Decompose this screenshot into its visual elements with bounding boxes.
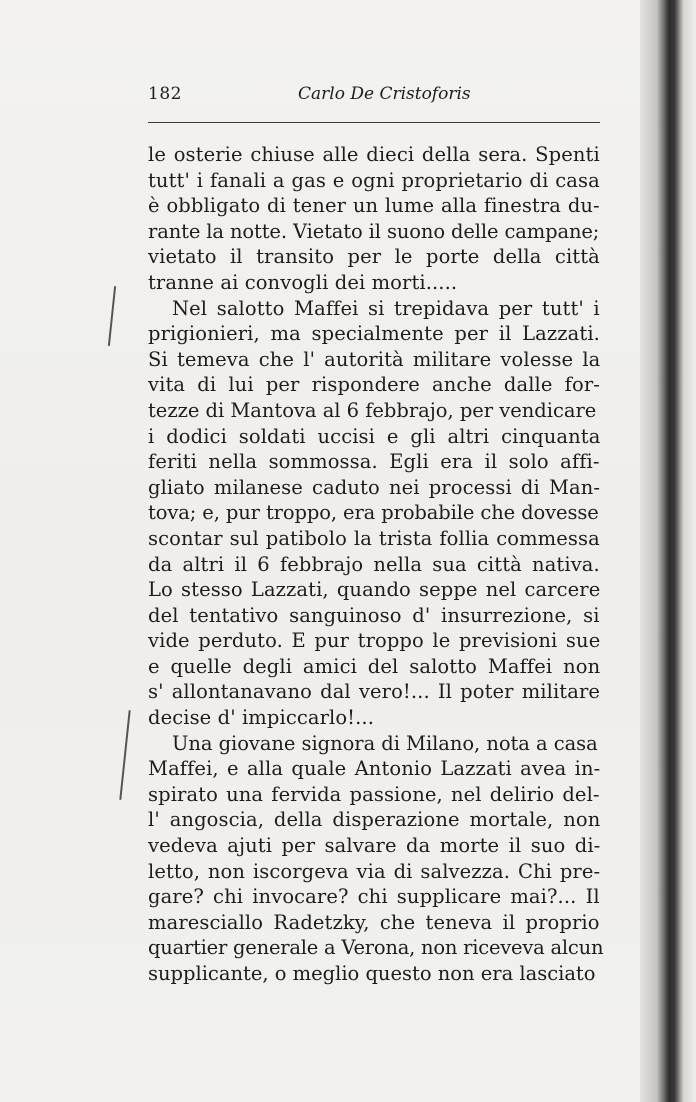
text-line: del tentativo sanguinoso d' insurrezione, si <box>148 603 600 627</box>
text-line: prigionieri, ma specialmente per il Lazzati. <box>148 322 600 346</box>
text-line: tezze di Mantova al 6 febbrajo, per vendicare <box>148 398 597 422</box>
text-line: tranne ai convogli dei morti..... <box>148 270 458 294</box>
text-line: da altri il 6 febbrajo nella sua città nativa. <box>148 552 600 576</box>
header-rule <box>148 122 600 123</box>
paragraph-start-line: Una giovane signora di Milano, nota a casa <box>172 731 598 755</box>
text-line: Si temeva che l' autorità militare volesse la <box>148 347 601 371</box>
text-line: tutt' i fanali a gas e ogni proprietario di casa <box>148 168 600 192</box>
text-line: le osterie chiuse alle dieci della sera. Spenti <box>148 143 600 166</box>
text-line: rante la notte. Vietato il suono delle campane; <box>148 219 600 243</box>
book-gutter <box>640 0 696 1102</box>
text-line: scontar sul patibolo la trista follia commessa <box>148 526 600 550</box>
text-line: gliato milanese caduto nei processi di Man- <box>148 475 601 499</box>
text-line: Lo stesso Lazzati, quando seppe nel carcere <box>148 578 601 602</box>
text-line: è obbligato di tener un lume alla finestra du- <box>148 194 600 218</box>
text-line: spirato una fervida passione, nel delirio del- <box>148 782 600 806</box>
text-line: s' allontanavano dal vero!... Il poter militare <box>148 680 601 704</box>
body-text <box>148 142 612 987</box>
margin-pencil-mark <box>119 710 130 800</box>
text-line: vita di lui per rispondere anche dalle for- <box>148 373 600 397</box>
text-line: vietato il transito per le porte della città <box>148 245 600 269</box>
text-line: quartier generale a Verona, non riceveva alcun <box>148 936 604 960</box>
text-line: l' angoscia, della disperazione mortale, non <box>148 808 601 832</box>
text-line: maresciallo Radetzky, che teneva il proprio <box>148 910 600 934</box>
text-line: gare? chi invocare? chi supplicare mai?... Il <box>148 885 600 909</box>
text-line: decise d' impiccarlo!... <box>148 706 375 730</box>
text-line: Maffei, e alla quale Antonio Lazzati avea in- <box>148 757 601 781</box>
margin-pencil-mark <box>108 286 116 346</box>
text-line: tova; e, pur troppo, era probabile che dovesse <box>148 501 599 525</box>
text-line: vedeva ajuti per salvare da morte il suo di- <box>148 834 601 858</box>
text-line: letto, non iscorgeva via di salvezza. Chi pre- <box>148 859 601 883</box>
text-line: vide perduto. E pur troppo le previsioni sue <box>148 629 601 653</box>
text-line: feriti nella sommossa. Egli era il solo affi- <box>148 450 600 474</box>
page-number: 182 <box>148 84 182 104</box>
text-line: supplicante, o meglio questo non era lasciato <box>148 962 596 985</box>
running-head <box>148 84 600 112</box>
paragraph-start-line: Nel salotto Maffei si trepidava per tutt' i <box>172 296 600 320</box>
text-line: e quelle degli amici del salotto Maffei non <box>148 654 601 678</box>
text-line: i dodici soldati uccisi e gli altri cinquanta <box>148 424 601 448</box>
running-title: Carlo De Cristoforis <box>298 84 471 104</box>
